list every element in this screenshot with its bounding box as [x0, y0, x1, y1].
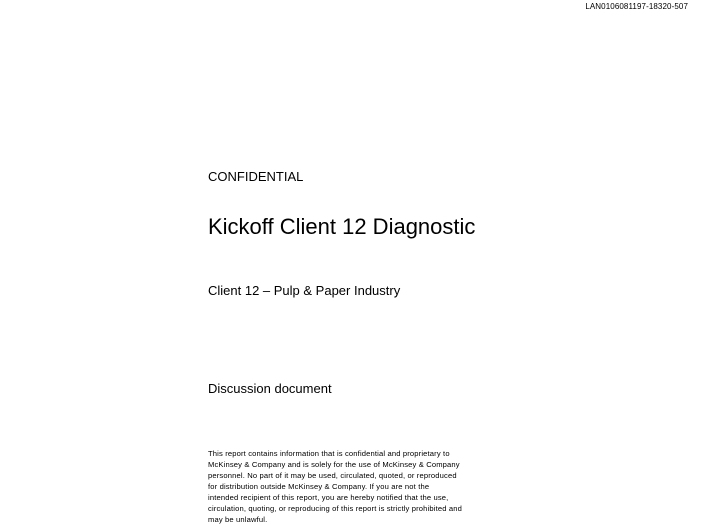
document-type-label: Discussion document: [208, 381, 332, 396]
disclaimer-line: intended recipient of this report, you are hereby notified that the use,: [208, 493, 449, 502]
confidential-label: CONFIDENTIAL: [208, 169, 304, 184]
disclaimer-line: circulation, quoting, or reproducing of this report is strictly prohibited and: [208, 504, 462, 513]
document-id: LAN0106081197-18320-507: [585, 2, 688, 11]
document-title: Kickoff Client 12 Diagnostic: [208, 214, 476, 239]
document-subtitle: Client 12 – Pulp & Paper Industry: [208, 283, 401, 298]
disclaimer-line: personnel. No part of it may be used, circulated, quoted, or reproduced: [208, 471, 457, 480]
disclaimer-line: may be unlawful.: [208, 515, 268, 524]
disclaimer-line: McKinsey & Company and is solely for the use of McKinsey & Company: [208, 460, 460, 469]
disclaimer-line: This report contains information that is confidential and proprietary to: [208, 449, 450, 458]
disclaimer-line: for distribution outside McKinsey & Company. If you are not the: [208, 482, 430, 491]
confidentiality-disclaimer: [208, 448, 508, 525]
